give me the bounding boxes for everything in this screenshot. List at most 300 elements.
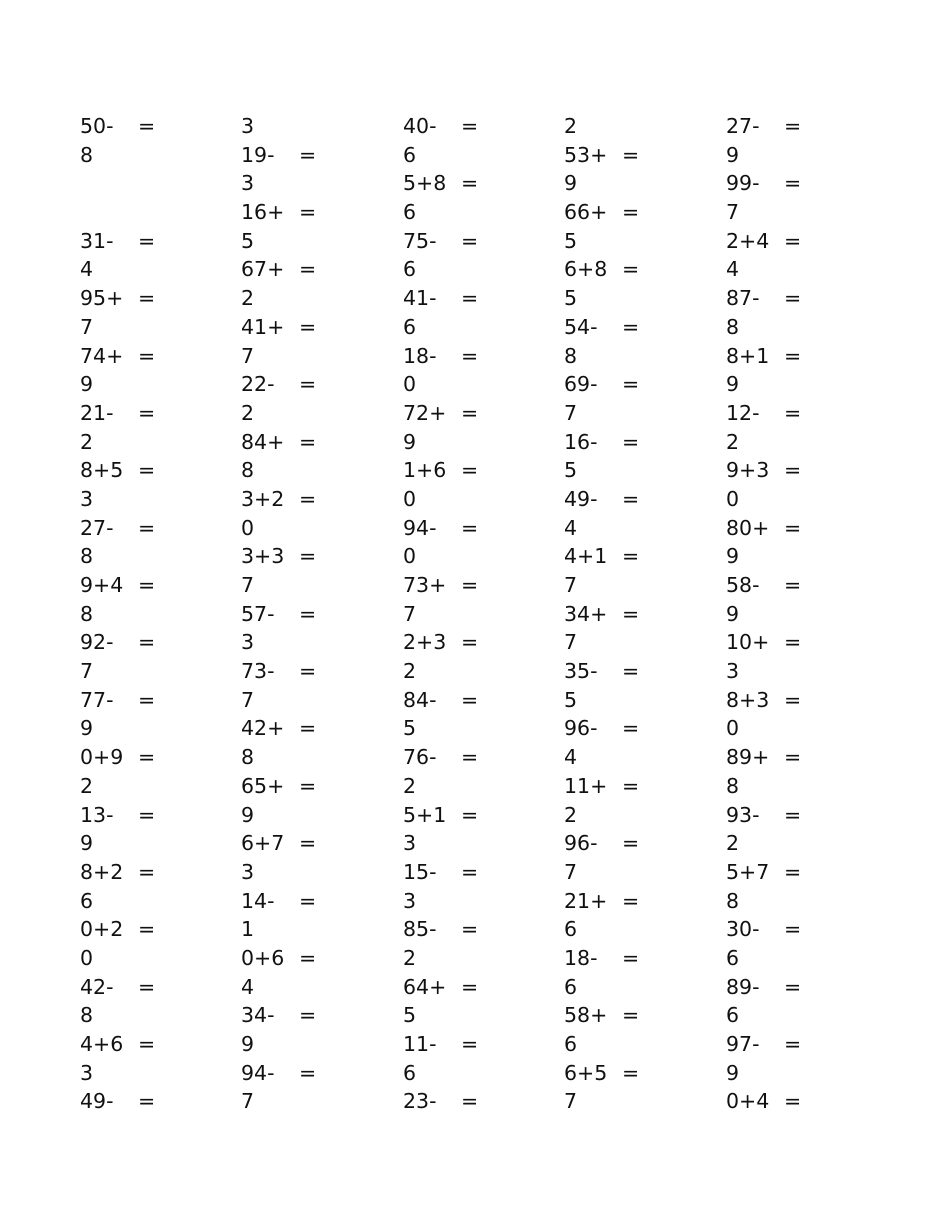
problem-line [241, 743, 371, 772]
problem-text: 12- [726, 400, 760, 425]
problem-line [403, 1087, 533, 1116]
problem-text: 16- [564, 429, 598, 454]
problem-text: 5 [241, 228, 255, 253]
problem-text: 4 [564, 515, 578, 540]
problem-line [403, 686, 533, 715]
problem-line [80, 112, 210, 141]
equals-sign: = [138, 573, 156, 597]
problem-line [403, 399, 533, 428]
problem-line [564, 284, 694, 313]
problem-line [80, 514, 210, 543]
equals-sign: = [622, 888, 640, 913]
problem-text: 6+5 [564, 1060, 608, 1085]
problem-line [564, 313, 694, 342]
problem-text: 3+3 [241, 544, 285, 569]
problem-line [403, 284, 533, 313]
problem-text: 4 [241, 974, 255, 999]
equals-sign: = [461, 974, 479, 999]
problem-text: 2 [80, 429, 94, 454]
problem-line [726, 887, 856, 916]
problem-line [403, 1030, 533, 1059]
problem-text: 67+ [241, 257, 285, 282]
problem-line [564, 141, 694, 170]
problem-text: 18- [564, 945, 598, 970]
equals-sign: = [784, 687, 802, 712]
problem-text: 2 [403, 659, 417, 684]
equals-sign: = [299, 945, 317, 970]
problem-text: 9+3 [726, 458, 770, 483]
equals-sign: = [784, 630, 802, 655]
problem-text: 3 [403, 831, 417, 856]
problem-line [726, 112, 856, 141]
equals-sign: = [138, 343, 156, 368]
problem-text: 0 [403, 372, 417, 397]
equals-sign: = [138, 687, 156, 712]
problem-text: 35- [564, 659, 598, 684]
problem-line [726, 514, 856, 543]
problem-line [403, 456, 533, 485]
equals-sign: = [784, 515, 802, 540]
equals-sign: = [461, 400, 479, 425]
equals-sign: = [784, 802, 802, 827]
problem-text: 7 [80, 659, 94, 684]
problem-line [241, 944, 371, 973]
problem-line [241, 141, 371, 170]
problem-line [726, 772, 856, 801]
equals-sign: = [784, 573, 802, 597]
equals-sign: = [461, 687, 479, 712]
problem-text: 4+6 [80, 1032, 124, 1056]
problem-line [564, 829, 694, 858]
problem-line [80, 284, 210, 313]
equals-sign: = [299, 773, 317, 798]
problem-text: 19- [241, 142, 275, 167]
problem-line [403, 169, 533, 198]
problem-line [80, 858, 210, 887]
problem-text: 0 [726, 716, 740, 741]
equals-sign: = [138, 802, 156, 827]
equals-sign: = [299, 142, 317, 167]
problem-line [80, 915, 210, 944]
problem-line [403, 1001, 533, 1030]
problem-line [241, 887, 371, 916]
problem-text: 7 [564, 859, 578, 884]
equals-sign: = [138, 228, 156, 253]
problem-text: 42+ [241, 716, 285, 741]
problem-line [726, 944, 856, 973]
problem-line [564, 628, 694, 657]
problem-text: 7 [564, 400, 578, 425]
problem-text: 27- [80, 515, 114, 540]
equals-sign: = [461, 745, 479, 770]
problem-text: 2 [726, 831, 740, 856]
problem-text: 8 [564, 343, 578, 368]
problem-text: 41- [403, 286, 437, 311]
problem-text: 96- [564, 716, 598, 741]
problem-text: 6+8 [564, 257, 608, 282]
problem-text: 74+ [80, 343, 124, 368]
problem-text: 92- [80, 630, 114, 655]
problem-line [726, 973, 856, 1002]
problem-line [726, 657, 856, 686]
problem-text: 49- [80, 1089, 114, 1114]
problem-text: 4 [80, 257, 94, 282]
equals-sign: = [622, 601, 640, 626]
problem-text: 3 [403, 888, 417, 913]
problem-line [726, 456, 856, 485]
problem-text: 4+1 [564, 544, 608, 569]
problem-line [241, 169, 371, 198]
problem-text: 42- [80, 974, 114, 999]
equals-sign: = [461, 1032, 479, 1056]
equals-sign: = [622, 429, 640, 454]
problem-text: 8 [726, 888, 740, 913]
problem-text: 9 [80, 716, 94, 741]
problem-text: 34- [241, 1003, 275, 1028]
problem-text: 23- [403, 1089, 437, 1114]
equals-sign: = [461, 573, 479, 597]
problem-text: 80+ [726, 515, 770, 540]
problem-line [80, 944, 210, 973]
problem-line [564, 1001, 694, 1030]
problem-line [80, 887, 210, 916]
problem-text: 10+ [726, 630, 770, 655]
equals-sign: = [299, 314, 317, 339]
problem-line [403, 227, 533, 256]
problem-text: 9 [726, 372, 740, 397]
problem-text: 14- [241, 888, 275, 913]
problem-line [80, 456, 210, 485]
equals-sign: = [138, 400, 156, 425]
problem-line [726, 686, 856, 715]
equals-sign: = [138, 974, 156, 999]
problem-line [241, 1087, 371, 1116]
equals-sign: = [784, 1089, 802, 1114]
problem-text: 5 [564, 687, 578, 712]
problem-line [403, 141, 533, 170]
equals-sign: = [461, 802, 479, 827]
problem-line [403, 342, 533, 371]
equals-sign: = [622, 716, 640, 741]
problem-text: 11- [403, 1032, 437, 1056]
problem-line [564, 485, 694, 514]
problem-line [726, 370, 856, 399]
problem-text: 7 [564, 630, 578, 655]
problem-line [726, 801, 856, 830]
problem-line [403, 772, 533, 801]
problem-text: 0 [80, 945, 94, 970]
problem-text: 15- [403, 859, 437, 884]
problem-line [80, 686, 210, 715]
problem-text: 7 [241, 1089, 255, 1114]
problem-line [241, 801, 371, 830]
problem-line [80, 1087, 210, 1116]
equals-sign: = [299, 888, 317, 913]
equals-sign: = [461, 343, 479, 368]
problem-line [726, 313, 856, 342]
problem-text: 69- [564, 372, 598, 397]
problem-text: 8+2 [80, 859, 124, 884]
problem-text: 97- [726, 1032, 760, 1056]
problem-text: 8 [726, 314, 740, 339]
problem-line [241, 284, 371, 313]
problem-text: 53+ [564, 142, 608, 167]
problem-text: 9 [564, 171, 578, 196]
problem-line [241, 657, 371, 686]
equals-sign: = [299, 544, 317, 569]
equals-sign: = [299, 372, 317, 397]
equals-sign: = [138, 859, 156, 884]
equals-sign: = [784, 228, 802, 253]
problem-line [564, 657, 694, 686]
problem-line [564, 600, 694, 629]
problem-line [403, 714, 533, 743]
equals-sign: = [622, 372, 640, 397]
problem-line [726, 1001, 856, 1030]
problem-line [241, 485, 371, 514]
problem-line [564, 255, 694, 284]
problem-line [80, 370, 210, 399]
problem-line [241, 1030, 371, 1059]
problem-text: 0+6 [241, 945, 285, 970]
problem-text: 5 [564, 228, 578, 253]
problem-text: 9 [403, 429, 417, 454]
problem-text: 9 [726, 1060, 740, 1085]
problem-text: 7 [564, 1089, 578, 1114]
problem-text: 54- [564, 314, 598, 339]
problem-line [80, 772, 210, 801]
problem-line [403, 743, 533, 772]
equals-sign: = [622, 257, 640, 282]
equals-sign: = [622, 486, 640, 511]
problem-text: 2+3 [403, 630, 447, 655]
problem-line [564, 1087, 694, 1116]
problem-line [403, 542, 533, 571]
equals-sign: = [138, 458, 156, 483]
problem-text: 6 [403, 200, 417, 225]
problem-text: 6 [403, 1060, 417, 1085]
problem-line [726, 571, 856, 600]
problem-line [726, 399, 856, 428]
problem-text: 8+1 [726, 343, 770, 368]
problem-line [726, 600, 856, 629]
equals-sign: = [299, 831, 317, 856]
problem-line [726, 542, 856, 571]
problem-text: 21- [80, 400, 114, 425]
problem-line [403, 1059, 533, 1088]
problem-text: 3 [241, 859, 255, 884]
problem-text: 8 [726, 773, 740, 798]
problem-line [80, 628, 210, 657]
problem-text: 0 [726, 486, 740, 511]
problem-line [726, 858, 856, 887]
problem-line [80, 313, 210, 342]
problem-line [241, 456, 371, 485]
problem-text: 3 [80, 486, 94, 511]
equals-sign: = [622, 314, 640, 339]
problem-text: 7 [241, 687, 255, 712]
problem-text: 4 [564, 745, 578, 770]
problem-text: 95+ [80, 286, 124, 311]
equals-sign: = [784, 458, 802, 483]
problem-line [564, 887, 694, 916]
problem-text: 0+2 [80, 917, 124, 942]
problem-line [241, 686, 371, 715]
problem-text: 18- [403, 343, 437, 368]
problem-text: 6 [726, 1003, 740, 1028]
problem-line [80, 428, 210, 457]
problem-text: 22- [241, 372, 275, 397]
problem-line [403, 657, 533, 686]
problem-text: 6 [403, 314, 417, 339]
problem-text: 57- [241, 601, 275, 626]
problem-text: 8+5 [80, 458, 124, 483]
problem-text: 50- [80, 114, 114, 138]
problem-line [726, 915, 856, 944]
problem-line [403, 255, 533, 284]
problem-text: 2 [241, 286, 255, 311]
problem-line [564, 169, 694, 198]
problem-text: 73+ [403, 573, 447, 597]
problem-text: 8 [80, 601, 94, 626]
equals-sign: = [622, 544, 640, 569]
problem-text: 84- [403, 687, 437, 712]
problem-text: 8 [80, 1003, 94, 1028]
equals-sign: = [622, 773, 640, 798]
problem-text: 8+3 [726, 687, 770, 712]
problem-line [80, 399, 210, 428]
problem-text: 66+ [564, 200, 608, 225]
problem-line [80, 342, 210, 371]
problem-line [403, 829, 533, 858]
problem-text: 7 [403, 601, 417, 626]
problem-line [403, 628, 533, 657]
equals-sign: = [784, 917, 802, 942]
problem-line [241, 542, 371, 571]
problem-line [403, 887, 533, 916]
problem-line [726, 1059, 856, 1088]
problem-line [80, 1059, 210, 1088]
problem-line [403, 370, 533, 399]
problem-text: 9 [80, 372, 94, 397]
problem-line [564, 772, 694, 801]
problem-text: 6 [564, 1032, 578, 1056]
problem-line [564, 686, 694, 715]
problem-line [403, 571, 533, 600]
problem-text: 9 [80, 831, 94, 856]
problem-text: 5+8 [403, 171, 447, 196]
problem-text: 0+4 [726, 1089, 770, 1114]
problem-line [241, 600, 371, 629]
problem-line [403, 485, 533, 514]
problem-line [726, 227, 856, 256]
equals-sign: = [622, 945, 640, 970]
problem-line [403, 514, 533, 543]
problem-text: 5+1 [403, 802, 447, 827]
equals-sign: = [784, 974, 802, 999]
problem-text: 85- [403, 917, 437, 942]
problem-text: 9 [726, 601, 740, 626]
problem-line [564, 1030, 694, 1059]
problem-line [564, 571, 694, 600]
equals-sign: = [622, 1003, 640, 1028]
problem-line [726, 284, 856, 313]
problem-text: 8 [241, 458, 255, 483]
problem-line [564, 743, 694, 772]
problem-text: 9 [726, 142, 740, 167]
problem-text: 21+ [564, 888, 608, 913]
problem-text: 13- [80, 802, 114, 827]
problem-line [80, 714, 210, 743]
problem-line [241, 198, 371, 227]
problem-text: 6 [80, 888, 94, 913]
problem-line [403, 801, 533, 830]
equals-sign: = [299, 200, 317, 225]
equals-sign: = [784, 286, 802, 311]
problem-line [80, 743, 210, 772]
equals-sign: = [461, 171, 479, 196]
problem-line [80, 829, 210, 858]
problem-line [564, 342, 694, 371]
problem-text: 2 [726, 429, 740, 454]
equals-sign: = [784, 859, 802, 884]
problem-line [80, 255, 210, 284]
problem-line [726, 1030, 856, 1059]
problem-text: 0 [403, 544, 417, 569]
problem-line [80, 571, 210, 600]
problem-line [564, 514, 694, 543]
problem-text: 7 [241, 343, 255, 368]
problem-line [241, 399, 371, 428]
equals-sign: = [784, 171, 802, 196]
problem-text: 40- [403, 114, 437, 138]
equals-sign: = [138, 286, 156, 311]
problem-text: 9 [241, 1032, 255, 1056]
problem-line [726, 714, 856, 743]
equals-sign: = [299, 1060, 317, 1085]
problem-text: 7 [80, 314, 94, 339]
equals-sign: = [138, 1089, 156, 1114]
problem-text: 11+ [564, 773, 608, 798]
problem-text: 8 [80, 142, 94, 167]
problem-line [80, 657, 210, 686]
problem-line [564, 1059, 694, 1088]
problem-line [80, 227, 210, 256]
problem-text: 5 [403, 716, 417, 741]
problem-line [564, 399, 694, 428]
problem-text: 99- [726, 171, 760, 196]
problem-text: 41+ [241, 314, 285, 339]
problem-line [726, 198, 856, 227]
problem-line [726, 342, 856, 371]
problem-line [80, 169, 210, 198]
problem-line [403, 112, 533, 141]
problem-line [241, 227, 371, 256]
problem-line [241, 112, 371, 141]
problem-text: 6 [726, 945, 740, 970]
equals-sign: = [784, 1032, 802, 1056]
problem-text: 7 [241, 573, 255, 597]
equals-sign: = [299, 257, 317, 282]
problem-text: 75- [403, 228, 437, 253]
problem-line [241, 342, 371, 371]
equals-sign: = [784, 343, 802, 368]
problem-line [726, 428, 856, 457]
equals-sign: = [138, 515, 156, 540]
problem-text: 7 [564, 573, 578, 597]
problem-line [241, 829, 371, 858]
problem-column-2 [241, 112, 371, 1116]
